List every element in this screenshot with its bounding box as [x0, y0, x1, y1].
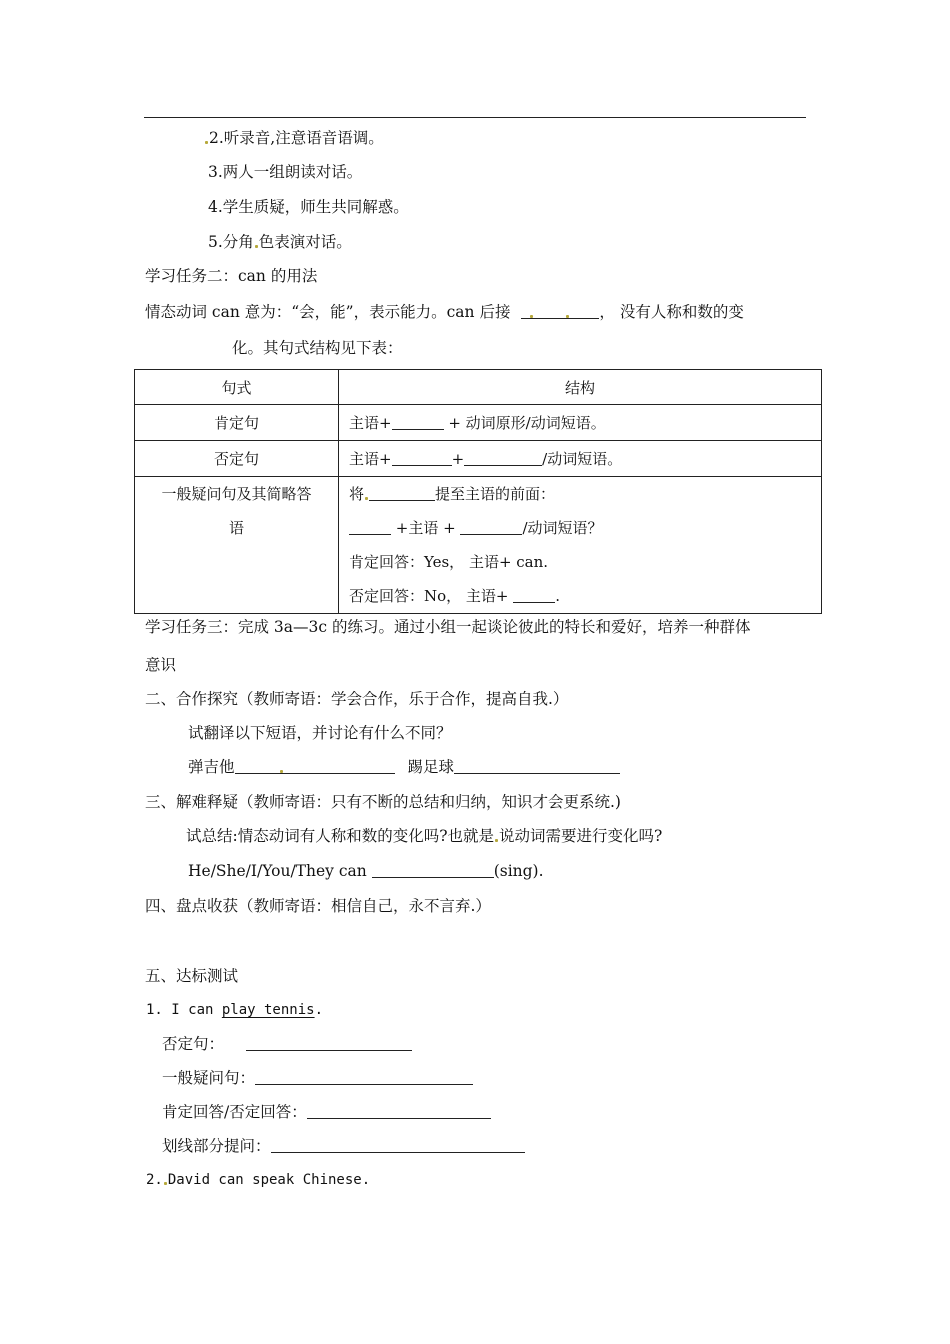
section3-sentence [188, 861, 544, 881]
marker-dot [255, 245, 258, 248]
table-row-negative [135, 441, 822, 477]
answer-blank[interactable] [372, 863, 494, 878]
task2-line2: 化。其句式结构见下表： [232, 339, 403, 357]
phrase-guitar: 弹吉他 [188, 758, 235, 776]
marker-dot [495, 839, 498, 842]
step-3: 3.两人一组朗读对话。 [208, 163, 363, 181]
affirmative-structure [339, 405, 822, 441]
question-1-suffix: . [314, 1002, 324, 1018]
step-5-text-b: 色表演对话。 [258, 233, 352, 251]
question-label-line2: 语 [228, 519, 244, 537]
affirmative-answer-line: 肯定回答：Yes， 主语+ can. [349, 553, 549, 571]
section2-prompt: 试翻译以下短语，并讨论有什么不同？ [188, 724, 452, 742]
answer-blank[interactable] [521, 304, 599, 319]
sentence-prefix: He/She/I/You/They can [188, 862, 372, 880]
task2-title: 学习任务二：can 的用法 [145, 267, 318, 285]
section4-title: 四、盘点收获（教师寄语：相信自己，永不言弃.） [145, 897, 491, 915]
task2-line1-text: 情态动词 can 意为：“会，能”，表示能力。can 后接 [145, 303, 511, 321]
structure-part: /动词短语。 [542, 450, 623, 468]
section2-phrases [188, 757, 620, 777]
answer-blank[interactable] [246, 1036, 412, 1051]
question-1-underlined: play tennis [221, 1002, 315, 1018]
section3-prompt-text-b: 说动词需要进行变化吗? [499, 827, 663, 845]
answer-blank[interactable] [392, 451, 452, 466]
answers-prompt [162, 1102, 491, 1122]
task3-line2: 意识 [145, 656, 177, 674]
structure-part: 主语+ [349, 450, 392, 468]
header-rule [144, 117, 806, 118]
header-sentence-type: 句式 [135, 370, 339, 405]
structure-part: . [555, 587, 561, 605]
section2-title: 二、合作探究（教师寄语：学会合作，乐于合作，提高自我.） [145, 690, 569, 708]
marker-dot [205, 141, 208, 144]
answer-blank[interactable] [464, 451, 542, 466]
structure-part: + 动词原形/动词短语。 [443, 414, 606, 432]
structure-part: 将 [349, 485, 365, 503]
task3-line1: 学习任务三：完成 3a—3c 的练习。通过小组一起谈论彼此的特长和爱好，培养一种群体 [145, 618, 751, 636]
affirmative-label: 肯定句 [135, 405, 339, 441]
answer-blank[interactable] [454, 759, 620, 774]
step-5 [208, 232, 352, 252]
task2-line1 [145, 302, 744, 322]
answer-blank[interactable] [255, 1070, 473, 1085]
question-2 [146, 1170, 370, 1190]
marker-dot [530, 315, 533, 318]
answer-blank[interactable] [349, 520, 391, 535]
question-pattern-line [349, 511, 811, 545]
section3-title: 三、解难释疑（教师寄语：只有不断的总结和归纳，知识才会更系统.) [145, 793, 621, 811]
answer-blank[interactable] [271, 1138, 525, 1153]
marker-dot [566, 315, 569, 318]
answer-blank[interactable] [513, 588, 555, 603]
question-1 [146, 1000, 323, 1020]
step-2-text: 2.听录音,注意语音语调。 [209, 129, 384, 147]
general-question-prompt [162, 1068, 473, 1088]
negative-label: 否定句 [135, 441, 339, 477]
structure-part: 否定回答：No， 主语+ [349, 587, 514, 605]
section3-prompt [186, 826, 662, 846]
question-label-line1: 一般疑问句及其简略答 [161, 485, 312, 503]
marker-dot [164, 1182, 167, 1185]
question-2-text: David can speak Chinese. [167, 1172, 371, 1188]
marker-dot [280, 770, 283, 773]
task2-line1-tail: ， 没有人称和数的变 [599, 303, 744, 321]
general-question-label: 一般疑问句： [162, 1069, 256, 1087]
structure-part: + [451, 450, 465, 468]
sentence-structure-table [134, 369, 822, 614]
structure-part: 主语+ [349, 414, 392, 432]
underline-question-label: 划线部分提问： [162, 1137, 271, 1155]
step-4: 4.学生质疑，师生共同解惑。 [208, 198, 409, 216]
header-structure: 结构 [339, 370, 822, 405]
structure-part: 提至主语的前面： [435, 485, 556, 503]
table-row-question [135, 477, 822, 614]
negative-label: 否定句： [162, 1035, 225, 1053]
table-row-affirmative [135, 405, 822, 441]
answer-blank[interactable] [235, 759, 395, 774]
negative-answer-line [349, 579, 811, 613]
underline-question-prompt [162, 1136, 525, 1156]
question-label [135, 477, 339, 614]
question-rule-line [349, 477, 811, 511]
phrase-soccer: 踢足球 [407, 758, 454, 776]
marker-dot [365, 497, 368, 500]
sentence-suffix: (sing). [493, 862, 544, 880]
question-2-prefix: 2. [146, 1172, 163, 1188]
answer-blank[interactable] [392, 415, 444, 430]
section5-title: 五、达标测试 [145, 967, 239, 985]
structure-part: +主语 + [391, 519, 461, 537]
answer-blank[interactable] [307, 1104, 491, 1119]
answers-label: 肯定回答/否定回答： [162, 1103, 307, 1121]
answer-blank[interactable] [369, 486, 435, 501]
negative-prompt [162, 1034, 412, 1054]
section3-prompt-text-a: 试总结:情态动词有人称和数的变化吗?也就是 [186, 827, 495, 845]
step-5-text-a: 5.分角 [208, 233, 254, 251]
structure-part: /动词短语？ [522, 519, 603, 537]
negative-structure [339, 441, 822, 477]
table-header-row [135, 370, 822, 405]
answer-blank[interactable] [460, 520, 522, 535]
question-structure [339, 477, 822, 614]
question-1-prefix: 1. I can [146, 1002, 222, 1018]
step-2 [204, 128, 384, 148]
